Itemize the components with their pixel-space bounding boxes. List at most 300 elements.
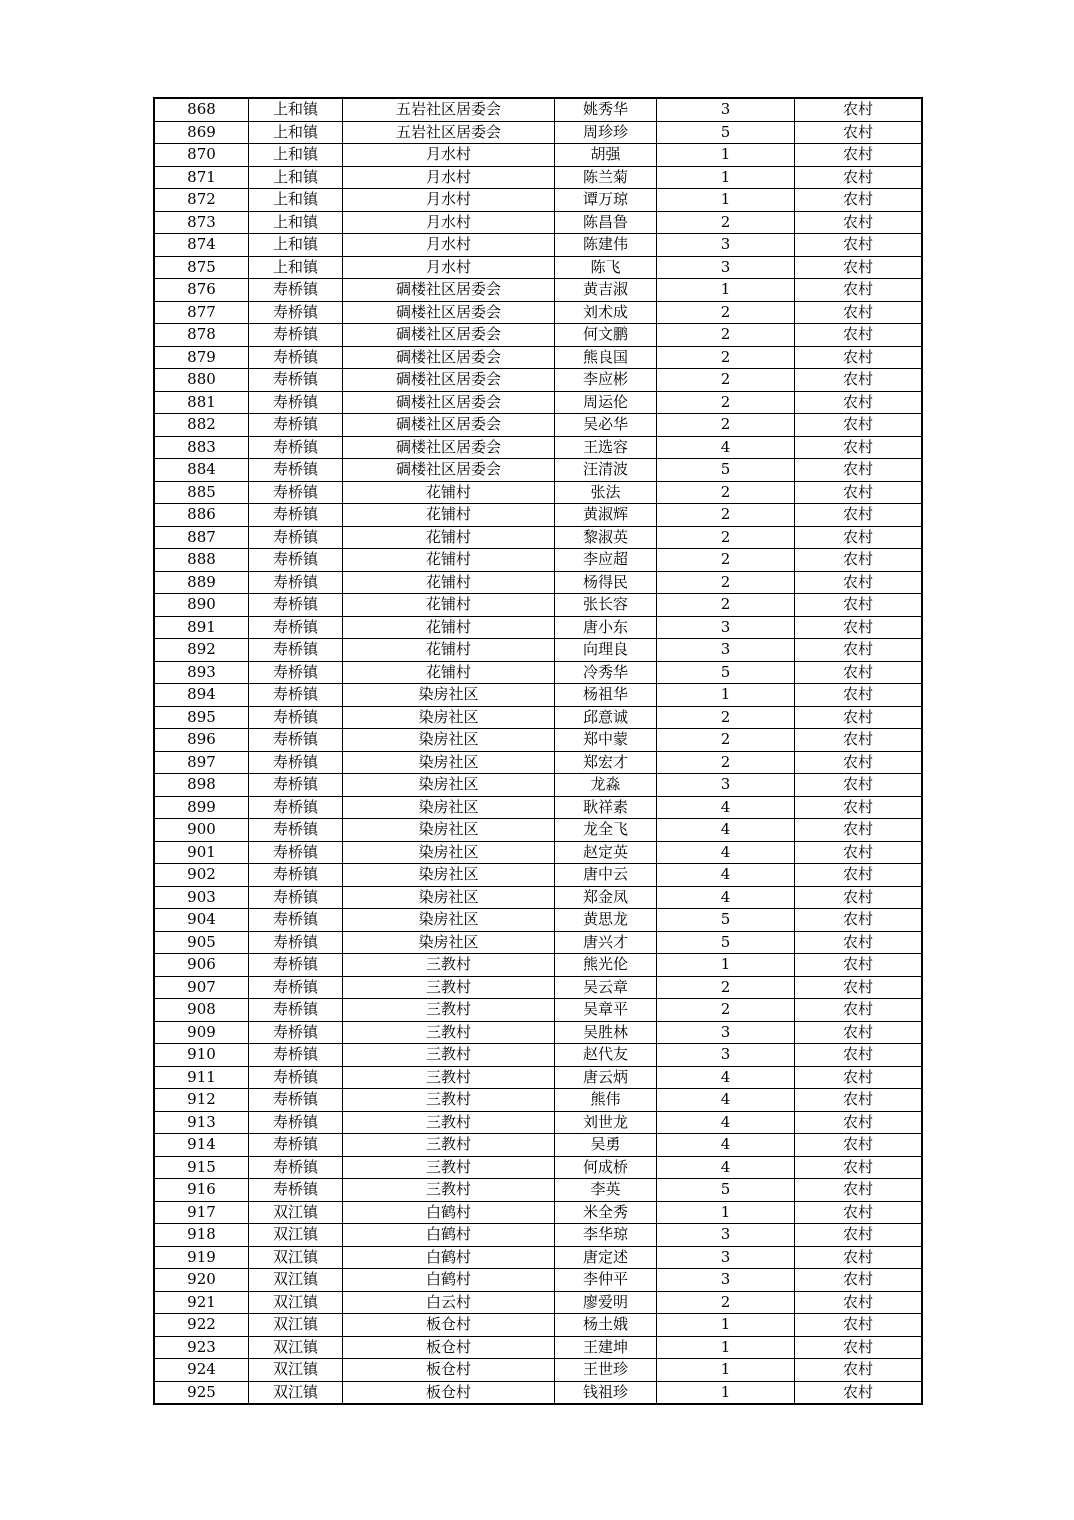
name-cell: 黄淑辉 <box>555 504 657 527</box>
row-number-cell: 923 <box>154 1336 249 1359</box>
name-cell: 李英 <box>555 1179 657 1202</box>
town-cell: 上和镇 <box>249 98 343 121</box>
village-cell: 染房社区 <box>343 841 555 864</box>
name-cell: 郑宏才 <box>555 751 657 774</box>
category-cell: 农村 <box>795 1089 923 1112</box>
category-cell: 农村 <box>795 301 923 324</box>
category-cell: 农村 <box>795 1134 923 1157</box>
name-cell: 陈建伟 <box>555 234 657 257</box>
village-cell: 花铺村 <box>343 526 555 549</box>
category-cell: 农村 <box>795 211 923 234</box>
category-cell: 农村 <box>795 98 923 121</box>
town-cell: 双江镇 <box>249 1314 343 1337</box>
category-cell: 农村 <box>795 1156 923 1179</box>
table-row <box>154 1359 922 1382</box>
table-row <box>154 976 922 999</box>
table-row <box>154 1021 922 1044</box>
name-cell: 廖爱明 <box>555 1291 657 1314</box>
table-row <box>154 1291 922 1314</box>
table-row <box>154 639 922 662</box>
category-cell: 农村 <box>795 436 923 459</box>
town-cell: 寿桥镇 <box>249 684 343 707</box>
roster-table <box>153 97 923 1405</box>
count-cell: 2 <box>657 594 795 617</box>
count-cell: 1 <box>657 1359 795 1382</box>
row-number-cell: 881 <box>154 391 249 414</box>
category-cell: 农村 <box>795 571 923 594</box>
count-cell: 2 <box>657 706 795 729</box>
town-cell: 寿桥镇 <box>249 436 343 459</box>
town-cell: 寿桥镇 <box>249 841 343 864</box>
village-cell: 月水村 <box>343 234 555 257</box>
category-cell: 农村 <box>795 1314 923 1337</box>
village-cell: 花铺村 <box>343 504 555 527</box>
town-cell: 寿桥镇 <box>249 414 343 437</box>
count-cell: 3 <box>657 1269 795 1292</box>
name-cell: 黎淑英 <box>555 526 657 549</box>
name-cell: 龙全飞 <box>555 819 657 842</box>
town-cell: 寿桥镇 <box>249 459 343 482</box>
count-cell: 2 <box>657 1291 795 1314</box>
row-number-cell: 896 <box>154 729 249 752</box>
row-number-cell: 898 <box>154 774 249 797</box>
row-number-cell: 879 <box>154 346 249 369</box>
village-cell: 月水村 <box>343 144 555 167</box>
town-cell: 寿桥镇 <box>249 976 343 999</box>
name-cell: 向理良 <box>555 639 657 662</box>
category-cell: 农村 <box>795 1336 923 1359</box>
count-cell: 4 <box>657 864 795 887</box>
category-cell: 农村 <box>795 504 923 527</box>
row-number-cell: 899 <box>154 796 249 819</box>
category-cell: 农村 <box>795 639 923 662</box>
row-number-cell: 875 <box>154 256 249 279</box>
village-cell: 染房社区 <box>343 774 555 797</box>
town-cell: 寿桥镇 <box>249 481 343 504</box>
category-cell: 农村 <box>795 1291 923 1314</box>
name-cell: 李仲平 <box>555 1269 657 1292</box>
name-cell: 周珍珍 <box>555 121 657 144</box>
village-cell: 花铺村 <box>343 481 555 504</box>
town-cell: 寿桥镇 <box>249 1089 343 1112</box>
table-row <box>154 684 922 707</box>
count-cell: 5 <box>657 661 795 684</box>
name-cell: 何成桥 <box>555 1156 657 1179</box>
table-row <box>154 864 922 887</box>
row-number-cell: 876 <box>154 279 249 302</box>
row-number-cell: 894 <box>154 684 249 707</box>
count-cell: 2 <box>657 414 795 437</box>
village-cell: 板仓村 <box>343 1381 555 1404</box>
category-cell: 农村 <box>795 1269 923 1292</box>
village-cell: 碉楼社区居委会 <box>343 414 555 437</box>
village-cell: 花铺村 <box>343 661 555 684</box>
row-number-cell: 905 <box>154 931 249 954</box>
row-number-cell: 888 <box>154 549 249 572</box>
village-cell: 染房社区 <box>343 684 555 707</box>
count-cell: 3 <box>657 234 795 257</box>
town-cell: 寿桥镇 <box>249 1044 343 1067</box>
table-row <box>154 751 922 774</box>
table-row <box>154 1134 922 1157</box>
count-cell: 2 <box>657 751 795 774</box>
count-cell: 4 <box>657 1066 795 1089</box>
count-cell: 1 <box>657 279 795 302</box>
count-cell: 4 <box>657 819 795 842</box>
town-cell: 寿桥镇 <box>249 864 343 887</box>
name-cell: 刘世龙 <box>555 1111 657 1134</box>
name-cell: 耿祥素 <box>555 796 657 819</box>
town-cell: 双江镇 <box>249 1291 343 1314</box>
village-cell: 碉楼社区居委会 <box>343 436 555 459</box>
table-row <box>154 954 922 977</box>
category-cell: 农村 <box>795 481 923 504</box>
category-cell: 农村 <box>795 1044 923 1067</box>
town-cell: 寿桥镇 <box>249 616 343 639</box>
town-cell: 上和镇 <box>249 256 343 279</box>
town-cell: 双江镇 <box>249 1359 343 1382</box>
category-cell: 农村 <box>795 954 923 977</box>
table-row <box>154 796 922 819</box>
table-row <box>154 1269 922 1292</box>
count-cell: 1 <box>657 166 795 189</box>
name-cell: 吴胜林 <box>555 1021 657 1044</box>
category-cell: 农村 <box>795 616 923 639</box>
row-number-cell: 919 <box>154 1246 249 1269</box>
row-number-cell: 891 <box>154 616 249 639</box>
category-cell: 农村 <box>795 1066 923 1089</box>
village-cell: 三教村 <box>343 954 555 977</box>
row-number-cell: 886 <box>154 504 249 527</box>
village-cell: 碉楼社区居委会 <box>343 459 555 482</box>
row-number-cell: 920 <box>154 1269 249 1292</box>
town-cell: 双江镇 <box>249 1381 343 1404</box>
row-number-cell: 906 <box>154 954 249 977</box>
category-cell: 农村 <box>795 886 923 909</box>
name-cell: 冷秀华 <box>555 661 657 684</box>
category-cell: 农村 <box>795 796 923 819</box>
category-cell: 农村 <box>795 999 923 1022</box>
town-cell: 寿桥镇 <box>249 1134 343 1157</box>
table-row <box>154 234 922 257</box>
row-number-cell: 878 <box>154 324 249 347</box>
village-cell: 五岩社区居委会 <box>343 121 555 144</box>
table-row <box>154 391 922 414</box>
table-row <box>154 774 922 797</box>
row-number-cell: 913 <box>154 1111 249 1134</box>
category-cell: 农村 <box>795 256 923 279</box>
row-number-cell: 883 <box>154 436 249 459</box>
village-cell: 碉楼社区居委会 <box>343 279 555 302</box>
table-row <box>154 481 922 504</box>
table-row <box>154 346 922 369</box>
row-number-cell: 922 <box>154 1314 249 1337</box>
village-cell: 月水村 <box>343 166 555 189</box>
category-cell: 农村 <box>795 819 923 842</box>
town-cell: 寿桥镇 <box>249 999 343 1022</box>
count-cell: 4 <box>657 841 795 864</box>
name-cell: 米全秀 <box>555 1201 657 1224</box>
count-cell: 3 <box>657 1246 795 1269</box>
name-cell: 唐小东 <box>555 616 657 639</box>
name-cell: 吴章平 <box>555 999 657 1022</box>
town-cell: 寿桥镇 <box>249 549 343 572</box>
name-cell: 赵定英 <box>555 841 657 864</box>
name-cell: 吴勇 <box>555 1134 657 1157</box>
name-cell: 李华琼 <box>555 1224 657 1247</box>
count-cell: 3 <box>657 639 795 662</box>
count-cell: 2 <box>657 999 795 1022</box>
table-row <box>154 414 922 437</box>
village-cell: 三教村 <box>343 1066 555 1089</box>
row-number-cell: 869 <box>154 121 249 144</box>
roster-table-body <box>154 98 922 1404</box>
count-cell: 5 <box>657 1179 795 1202</box>
town-cell: 上和镇 <box>249 234 343 257</box>
name-cell: 陈兰菊 <box>555 166 657 189</box>
count-cell: 4 <box>657 1156 795 1179</box>
name-cell: 熊良国 <box>555 346 657 369</box>
count-cell: 5 <box>657 909 795 932</box>
town-cell: 寿桥镇 <box>249 1111 343 1134</box>
name-cell: 谭万琼 <box>555 189 657 212</box>
row-number-cell: 871 <box>154 166 249 189</box>
name-cell: 杨得民 <box>555 571 657 594</box>
village-cell: 碉楼社区居委会 <box>343 324 555 347</box>
name-cell: 王选容 <box>555 436 657 459</box>
town-cell: 上和镇 <box>249 121 343 144</box>
town-cell: 寿桥镇 <box>249 751 343 774</box>
table-row <box>154 1179 922 1202</box>
count-cell: 2 <box>657 369 795 392</box>
category-cell: 农村 <box>795 459 923 482</box>
row-number-cell: 884 <box>154 459 249 482</box>
name-cell: 吴必华 <box>555 414 657 437</box>
village-cell: 染房社区 <box>343 909 555 932</box>
row-number-cell: 877 <box>154 301 249 324</box>
town-cell: 寿桥镇 <box>249 346 343 369</box>
category-cell: 农村 <box>795 909 923 932</box>
town-cell: 寿桥镇 <box>249 369 343 392</box>
count-cell: 2 <box>657 976 795 999</box>
village-cell: 花铺村 <box>343 594 555 617</box>
name-cell: 陈飞 <box>555 256 657 279</box>
row-number-cell: 868 <box>154 98 249 121</box>
row-number-cell: 874 <box>154 234 249 257</box>
table-row <box>154 526 922 549</box>
category-cell: 农村 <box>795 346 923 369</box>
table-row <box>154 549 922 572</box>
name-cell: 周运伦 <box>555 391 657 414</box>
category-cell: 农村 <box>795 661 923 684</box>
category-cell: 农村 <box>795 706 923 729</box>
town-cell: 寿桥镇 <box>249 1066 343 1089</box>
town-cell: 寿桥镇 <box>249 661 343 684</box>
category-cell: 农村 <box>795 144 923 167</box>
village-cell: 白云村 <box>343 1291 555 1314</box>
count-cell: 4 <box>657 886 795 909</box>
table-row <box>154 1314 922 1337</box>
table-row <box>154 459 922 482</box>
row-number-cell: 870 <box>154 144 249 167</box>
town-cell: 寿桥镇 <box>249 1179 343 1202</box>
name-cell: 杨土娥 <box>555 1314 657 1337</box>
table-row <box>154 211 922 234</box>
row-number-cell: 890 <box>154 594 249 617</box>
category-cell: 农村 <box>795 1246 923 1269</box>
village-cell: 染房社区 <box>343 864 555 887</box>
name-cell: 刘术成 <box>555 301 657 324</box>
town-cell: 双江镇 <box>249 1201 343 1224</box>
row-number-cell: 892 <box>154 639 249 662</box>
village-cell: 三教村 <box>343 1179 555 1202</box>
village-cell: 板仓村 <box>343 1314 555 1337</box>
row-number-cell: 911 <box>154 1066 249 1089</box>
name-cell: 黄吉淑 <box>555 279 657 302</box>
village-cell: 花铺村 <box>343 549 555 572</box>
table-row <box>154 144 922 167</box>
count-cell: 4 <box>657 1134 795 1157</box>
category-cell: 农村 <box>795 279 923 302</box>
count-cell: 2 <box>657 346 795 369</box>
count-cell: 2 <box>657 549 795 572</box>
table-row <box>154 369 922 392</box>
category-cell: 农村 <box>795 391 923 414</box>
category-cell: 农村 <box>795 189 923 212</box>
table-row <box>154 1224 922 1247</box>
count-cell: 4 <box>657 1111 795 1134</box>
row-number-cell: 903 <box>154 886 249 909</box>
category-cell: 农村 <box>795 841 923 864</box>
name-cell: 王世珍 <box>555 1359 657 1382</box>
table-row <box>154 999 922 1022</box>
table-row <box>154 886 922 909</box>
category-cell: 农村 <box>795 549 923 572</box>
name-cell: 杨祖华 <box>555 684 657 707</box>
town-cell: 寿桥镇 <box>249 819 343 842</box>
count-cell: 2 <box>657 571 795 594</box>
table-row <box>154 189 922 212</box>
row-number-cell: 924 <box>154 1359 249 1382</box>
name-cell: 胡强 <box>555 144 657 167</box>
row-number-cell: 889 <box>154 571 249 594</box>
village-cell: 三教村 <box>343 1156 555 1179</box>
count-cell: 2 <box>657 211 795 234</box>
village-cell: 三教村 <box>343 1021 555 1044</box>
category-cell: 农村 <box>795 526 923 549</box>
village-cell: 染房社区 <box>343 931 555 954</box>
count-cell: 2 <box>657 729 795 752</box>
row-number-cell: 873 <box>154 211 249 234</box>
village-cell: 月水村 <box>343 189 555 212</box>
table-row <box>154 98 922 121</box>
village-cell: 染房社区 <box>343 819 555 842</box>
name-cell: 郑中蒙 <box>555 729 657 752</box>
count-cell: 3 <box>657 1044 795 1067</box>
village-cell: 白鹤村 <box>343 1224 555 1247</box>
category-cell: 农村 <box>795 594 923 617</box>
village-cell: 三教村 <box>343 1089 555 1112</box>
table-row <box>154 279 922 302</box>
count-cell: 3 <box>657 1224 795 1247</box>
village-cell: 花铺村 <box>343 616 555 639</box>
row-number-cell: 921 <box>154 1291 249 1314</box>
table-row <box>154 1156 922 1179</box>
table-row <box>154 594 922 617</box>
village-cell: 白鹤村 <box>343 1269 555 1292</box>
village-cell: 花铺村 <box>343 571 555 594</box>
category-cell: 农村 <box>795 976 923 999</box>
category-cell: 农村 <box>795 751 923 774</box>
town-cell: 寿桥镇 <box>249 706 343 729</box>
row-number-cell: 916 <box>154 1179 249 1202</box>
row-number-cell: 902 <box>154 864 249 887</box>
category-cell: 农村 <box>795 1179 923 1202</box>
village-cell: 白鹤村 <box>343 1246 555 1269</box>
name-cell: 郑金凤 <box>555 886 657 909</box>
row-number-cell: 907 <box>154 976 249 999</box>
table-row <box>154 121 922 144</box>
count-cell: 5 <box>657 931 795 954</box>
row-number-cell: 925 <box>154 1381 249 1404</box>
village-cell: 碉楼社区居委会 <box>343 369 555 392</box>
table-row <box>154 661 922 684</box>
town-cell: 寿桥镇 <box>249 931 343 954</box>
name-cell: 汪清波 <box>555 459 657 482</box>
row-number-cell: 897 <box>154 751 249 774</box>
village-cell: 染房社区 <box>343 751 555 774</box>
town-cell: 寿桥镇 <box>249 301 343 324</box>
town-cell: 寿桥镇 <box>249 796 343 819</box>
town-cell: 双江镇 <box>249 1246 343 1269</box>
count-cell: 3 <box>657 256 795 279</box>
category-cell: 农村 <box>795 774 923 797</box>
table-row <box>154 841 922 864</box>
village-cell: 染房社区 <box>343 796 555 819</box>
row-number-cell: 880 <box>154 369 249 392</box>
town-cell: 寿桥镇 <box>249 504 343 527</box>
count-cell: 2 <box>657 324 795 347</box>
count-cell: 3 <box>657 774 795 797</box>
row-number-cell: 872 <box>154 189 249 212</box>
town-cell: 寿桥镇 <box>249 729 343 752</box>
count-cell: 5 <box>657 121 795 144</box>
town-cell: 上和镇 <box>249 144 343 167</box>
town-cell: 寿桥镇 <box>249 774 343 797</box>
village-cell: 月水村 <box>343 211 555 234</box>
count-cell: 2 <box>657 391 795 414</box>
name-cell: 熊伟 <box>555 1089 657 1112</box>
town-cell: 双江镇 <box>249 1224 343 1247</box>
name-cell: 赵代友 <box>555 1044 657 1067</box>
table-row <box>154 1089 922 1112</box>
count-cell: 5 <box>657 459 795 482</box>
count-cell: 1 <box>657 1314 795 1337</box>
name-cell: 唐云炳 <box>555 1066 657 1089</box>
table-row <box>154 706 922 729</box>
village-cell: 碉楼社区居委会 <box>343 391 555 414</box>
row-number-cell: 917 <box>154 1201 249 1224</box>
table-row <box>154 1201 922 1224</box>
table-row <box>154 1044 922 1067</box>
count-cell: 4 <box>657 796 795 819</box>
name-cell: 何文鹏 <box>555 324 657 347</box>
name-cell: 唐中云 <box>555 864 657 887</box>
name-cell: 姚秀华 <box>555 98 657 121</box>
count-cell: 2 <box>657 301 795 324</box>
count-cell: 1 <box>657 144 795 167</box>
count-cell: 1 <box>657 1201 795 1224</box>
